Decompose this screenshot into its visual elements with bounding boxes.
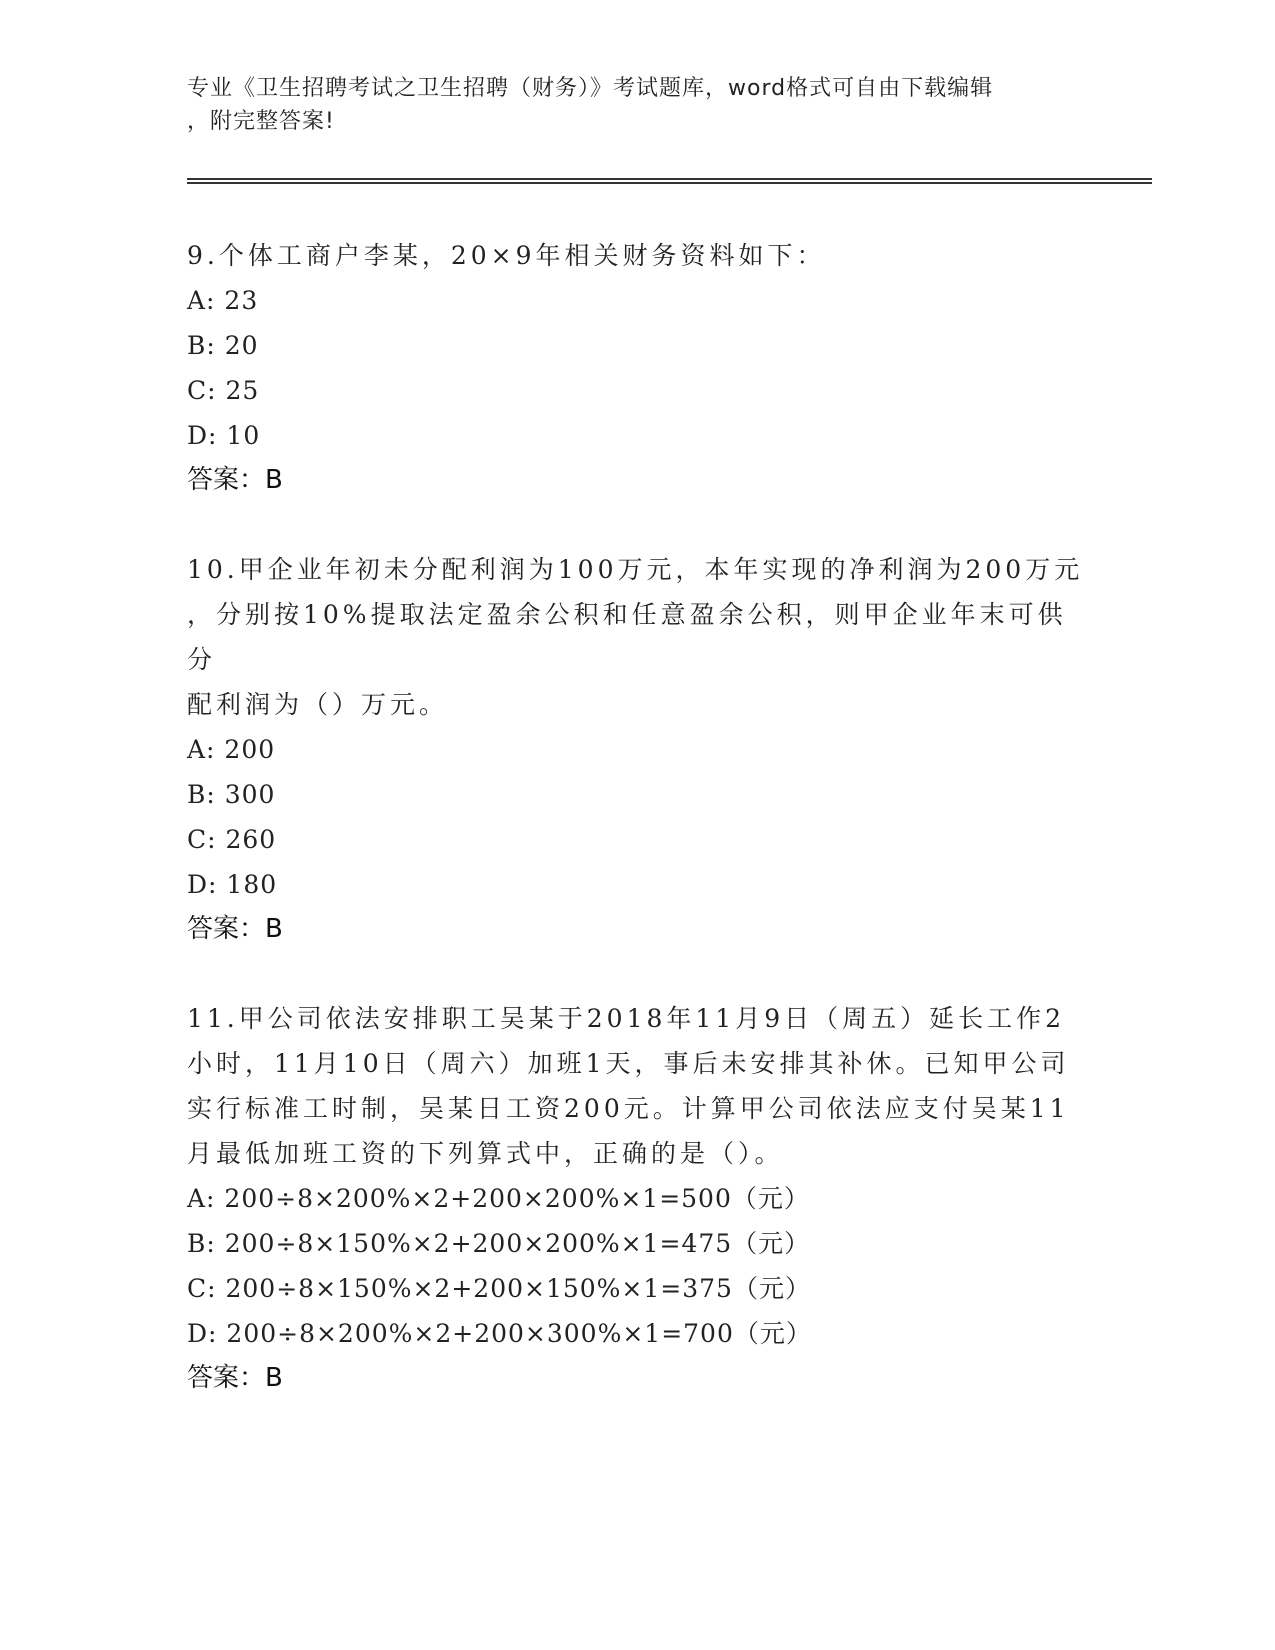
question-9	[187, 233, 1087, 503]
question-10	[187, 547, 1087, 952]
answer-line: 答案：B	[187, 1363, 283, 1393]
answer-line: 答案：B	[187, 465, 283, 495]
option-b: B: 200÷8×150%×2+200×200%×1=475（元）	[187, 1229, 811, 1258]
document-header	[187, 72, 1087, 138]
question-list	[187, 233, 1087, 1445]
question-stem: 11.甲公司依法安排职工吴某于2018年11月9日（周五）延长工作2	[187, 1004, 1066, 1033]
option-c: C: 200÷8×150%×2+200×150%×1=375（元）	[187, 1274, 811, 1303]
header-divider	[187, 178, 1152, 184]
option-b: B: 20	[187, 331, 259, 360]
header-title-line-1: 专业《卫生招聘考试之卫生招聘（财务）》考试题库，word格式可自由下载编辑	[187, 76, 994, 101]
answer-line: 答案：B	[187, 914, 283, 944]
option-c: C: 260	[187, 825, 277, 854]
header-title-line-2: ，附完整答案!	[187, 109, 335, 134]
option-a: A: 200	[187, 735, 276, 764]
option-b: B: 300	[187, 780, 276, 809]
option-c: C: 25	[187, 376, 260, 405]
option-d: D: 10	[187, 421, 261, 450]
option-a: A: 200÷8×200%×2+200×200%×1=500（元）	[187, 1184, 810, 1213]
option-d: D: 180	[187, 870, 278, 899]
question-stem: 月最低加班工资的下列算式中，正确的是（）。	[187, 1139, 784, 1168]
question-11	[187, 996, 1087, 1401]
option-d: D: 200÷8×200%×2+200×300%×1=700（元）	[187, 1319, 812, 1348]
question-stem: 10.甲企业年初未分配利润为100万元，本年实现的净利润为200万元	[187, 555, 1084, 584]
option-a: A: 23	[187, 286, 259, 315]
question-stem: 小时，11月10日（周六）加班1天，事后未安排其补休。已知甲公司	[187, 1049, 1070, 1078]
question-stem: 实行标准工时制，吴某日工资200元。计算甲公司依法应支付吴某11	[187, 1094, 1070, 1123]
question-stem: 9.个体工商户李某，20×9年相关财务资料如下：	[187, 241, 826, 270]
question-stem: 配利润为（）万元。	[187, 690, 449, 719]
question-stem: ，分别按10%提取法定盈余公积和任意盈余公积，则甲企业年末可供分	[187, 600, 1067, 674]
